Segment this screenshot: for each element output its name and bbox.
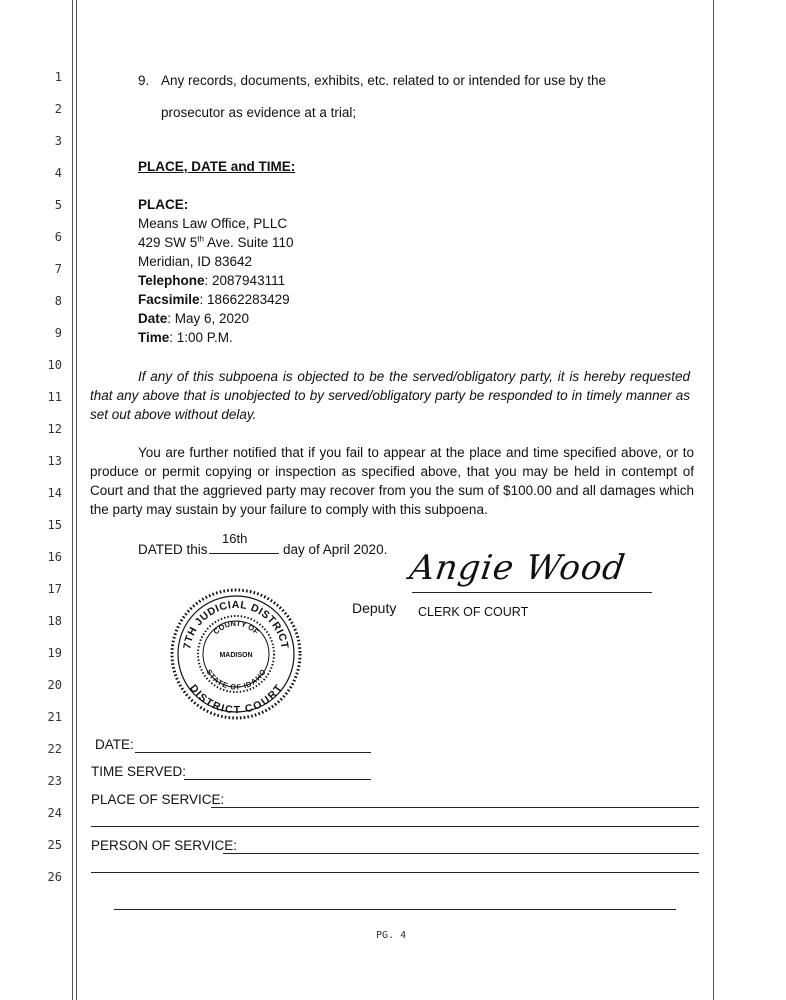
seal-top-text: 7TH JUDICIAL DISTRICT [181, 598, 291, 650]
court-seal-graphic [168, 586, 304, 722]
dated-day-blank [209, 553, 279, 554]
time-served-label: TIME SERVED: [91, 764, 187, 779]
clerk-of-court-label: CLERK OF COURT [418, 605, 529, 619]
line-number: 21 [47, 710, 62, 724]
line-number: 2 [54, 102, 62, 116]
dated-day: 16th [222, 531, 248, 546]
dated-prefix: DATED this [138, 542, 208, 557]
place-of-service-field-line-2[interactable] [91, 826, 699, 827]
line-number: 1 [54, 70, 62, 84]
signature: Angie Wood [407, 548, 629, 588]
person-of-service-field-line-2[interactable] [91, 872, 699, 873]
line-number: 7 [54, 262, 62, 276]
person-of-service-field[interactable] [223, 853, 699, 854]
place-of-service-field[interactable] [211, 807, 699, 808]
time-served-field[interactable] [184, 779, 371, 780]
line-number: 10 [47, 358, 62, 372]
date-line: Date: May 6, 2020 [138, 311, 250, 326]
left-margin-rule-1 [72, 0, 73, 1000]
objection-paragraph: If any of this subpoena is objected to be the served/obligatory party, it is hereby requested that any above that is unobjected to by served/obligatory party be responded to in timely manner as set out above without delay. [90, 369, 690, 422]
footer-rule [114, 909, 676, 910]
line-number: 14 [47, 486, 62, 500]
item-9-line-2: prosecutor as evidence at a trial; [161, 105, 357, 120]
line-number: 4 [54, 166, 62, 180]
line-number: 22 [47, 742, 62, 756]
line-number: 12 [47, 422, 62, 436]
line-number: 24 [47, 806, 62, 820]
place-of-service-label: PLACE OF SERVICE: [91, 792, 225, 807]
line-number: 25 [47, 838, 62, 852]
right-margin-rule [713, 0, 714, 1000]
line-number: 8 [54, 294, 62, 308]
line-number: 18 [47, 614, 62, 628]
office-name: Means Law Office, PLLC [138, 216, 288, 231]
street-address: 429 SW 5th Ave. Suite 110 [138, 234, 294, 250]
city-state-zip: Meridian, ID 83642 [138, 254, 253, 269]
deputy-label: Deputy [352, 600, 397, 616]
line-number: 16 [47, 550, 62, 564]
line-number: 11 [47, 390, 62, 404]
svg-text:COUNTY OF [212, 619, 261, 637]
person-of-service-label: PERSON OF SERVICE: [91, 838, 238, 853]
telephone-line: Telephone: 2087943111 [138, 273, 286, 288]
line-number: 9 [54, 326, 62, 340]
page-number: PG. 4 [376, 930, 407, 941]
seal-inner-bottom-text: STATE OF IDAHO [204, 667, 268, 692]
service-date-field[interactable] [135, 752, 371, 753]
place-label: PLACE: [138, 197, 189, 212]
notice-paragraph: You are further notified that if you fail to appear at the place and time specified above, or to produce or permit copying or inspection as specified above, that you may be held in contempt of Court and that the aggrieved party may recover from you the sum of $100.00 and all damages which the party may sustain by your failure to comply with this subpoena. [90, 445, 694, 517]
line-number: 19 [47, 646, 62, 660]
line-number: 20 [47, 678, 62, 692]
line-number: 15 [47, 518, 62, 532]
left-margin-rule-2 [76, 0, 77, 1000]
line-number: 26 [47, 870, 62, 884]
line-number: 6 [54, 230, 62, 244]
seal-county-text: MADISON [219, 652, 253, 659]
court-seal [168, 586, 304, 722]
line-number: 3 [54, 134, 62, 148]
item-9-line-1: Any records, documents, exhibits, etc. related to or intended for use by the [161, 73, 606, 88]
signature-line [412, 592, 652, 593]
item-number: 9. [138, 73, 150, 88]
line-number: 13 [47, 454, 62, 468]
svg-text:STATE OF IDAHO [204, 668, 268, 692]
line-number: 23 [47, 774, 62, 788]
dated-suffix: day of April 2020. [283, 542, 388, 557]
facsimile-line: Facsimile: 18662283429 [138, 292, 290, 307]
place-date-time-heading: PLACE, DATE and TIME: [138, 159, 296, 174]
line-number: 17 [47, 582, 62, 596]
seal-inner-top-text: COUNTY OF [211, 618, 261, 637]
service-date-label: DATE: [95, 737, 134, 752]
time-line: Time: 1:00 P.M. [138, 330, 233, 345]
seal-bottom-text: DISTRICT COURT [186, 682, 286, 717]
line-number: 5 [54, 198, 62, 212]
